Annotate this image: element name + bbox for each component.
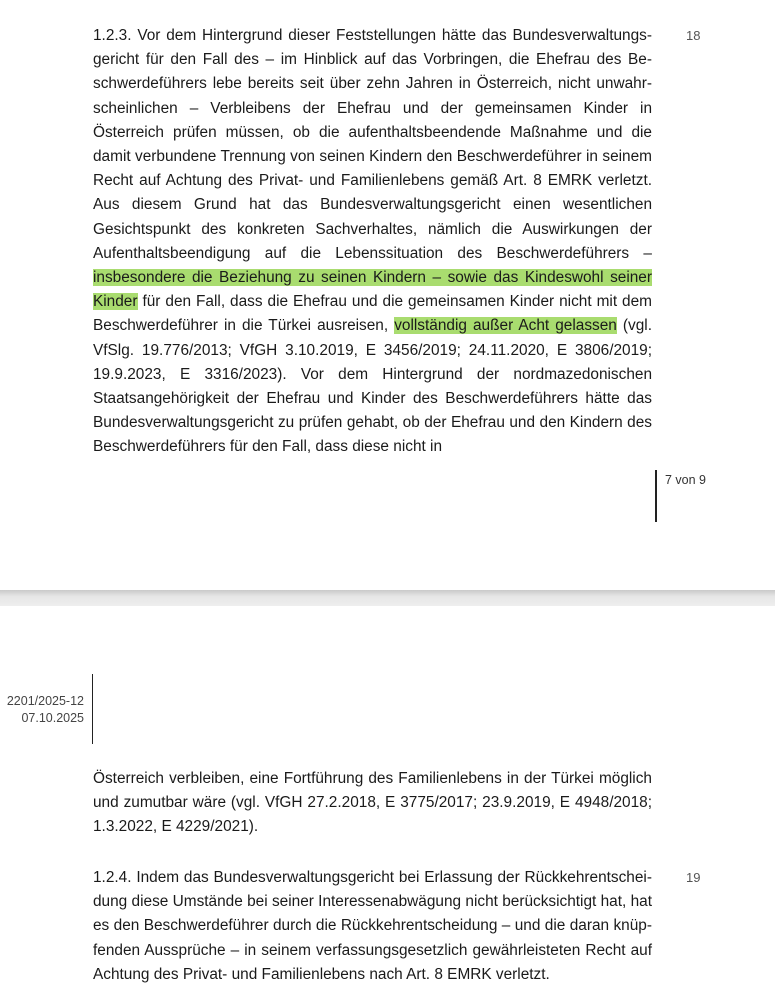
header-date: 07.10.2025 [21,711,84,725]
footer-divider [655,470,657,522]
continuation-paragraph: Österreich verbleiben, eine Fortführung des Familienlebens in der Türkei möglich und zumutbar wäre (vgl. VfGH 27.2.2018, E 3775/2017; 23.9.2019, E 4948/2018; 1.3.2022, E 4229/2021). [93,770,652,836]
paragraph-19: 1.2.4. Indem das Bundesverwaltungsgericht bei Erlassung der Rückkehrentscheidung diese Umstände bei seiner Interessenabwägung nicht berücksichtigt hat, hat es den Beschwerdeführer durch die Rückkehrentscheidung – und die daran knüpfenden Aussprüche – in seinem verfassungsgesetzlich gewährleisteten Recht auf Achtung des Privat- und Familienlebens nach Art. 8 EMRK verletzt. [93,869,652,983]
page-header [7,693,84,727]
highlighted-text[interactable]: vollständig außer Acht gelassen [394,317,617,335]
paragraph-text: (vgl. VfSlg. 19.776/2013; VfGH 3.10.2019, E 3456/2019; 24.11.2020, E 3806/2019; 19.9.2023, E 3316/2023). Vor dem Hintergrund der nordmazedonischen Staatsangehörigkeit der Ehefrau und Kinder des Beschwerdeführers hätte das Bundesverwaltungsgericht zu prüfen gehabt, ob der Ehefrau und den Kindern des Beschwerdeführers für den Fall, dass diese nicht in [93,317,652,456]
header-divider [92,674,93,744]
paragraph-number: 19 [686,870,701,885]
paragraph-text: für den Fall, dass die Ehefrau und die gemeinsamen Kinder nicht mit dem Beschwerdeführer in die Türkei ausreisen, [93,293,652,335]
highlighted-text[interactable]: insbesondere die Beziehung zu seinen Kindern – sowie das Kindeswohl seiner Kinder [93,269,652,311]
page-indicator: 7 von 9 [665,473,707,487]
case-number: 2201/2025-12 [6,694,84,708]
paragraph-text: 1.2.3. Vor dem Hintergrund dieser Feststellungen hätte das Bundesverwaltungsgericht für den Fall des – im Hinblick auf das Vorbringen, die Ehefrau des Beschwerdeführers lebe bereits seit über zehn Jahren in Österreich, nicht unwahrscheinlichen – Verbleibens der Ehefrau und der gemeinsamen Kinder in Österreich prüfen müssen, ob die aufenthaltsbeendende Maßnahme und die damit verbundene Trennung von seinen Kindern den Beschwerdeführer in seinem Recht auf Achtung des Privat- und Familienlebens gemäß Art. 8 EMRK verletzt. Aus diesem Grund hat das Bundesverwaltungsgericht einen wesentlichen Gesichtspunkt des konkreten Sachverhaltes, nämlich die Auswirkungen der Aufenthaltsbeendigung auf die Lebenssituation des Beschwerdeführers – [93,27,652,262]
paragraph-number: 18 [686,28,701,43]
paragraph-18 [93,24,652,460]
page-separator [0,590,775,606]
